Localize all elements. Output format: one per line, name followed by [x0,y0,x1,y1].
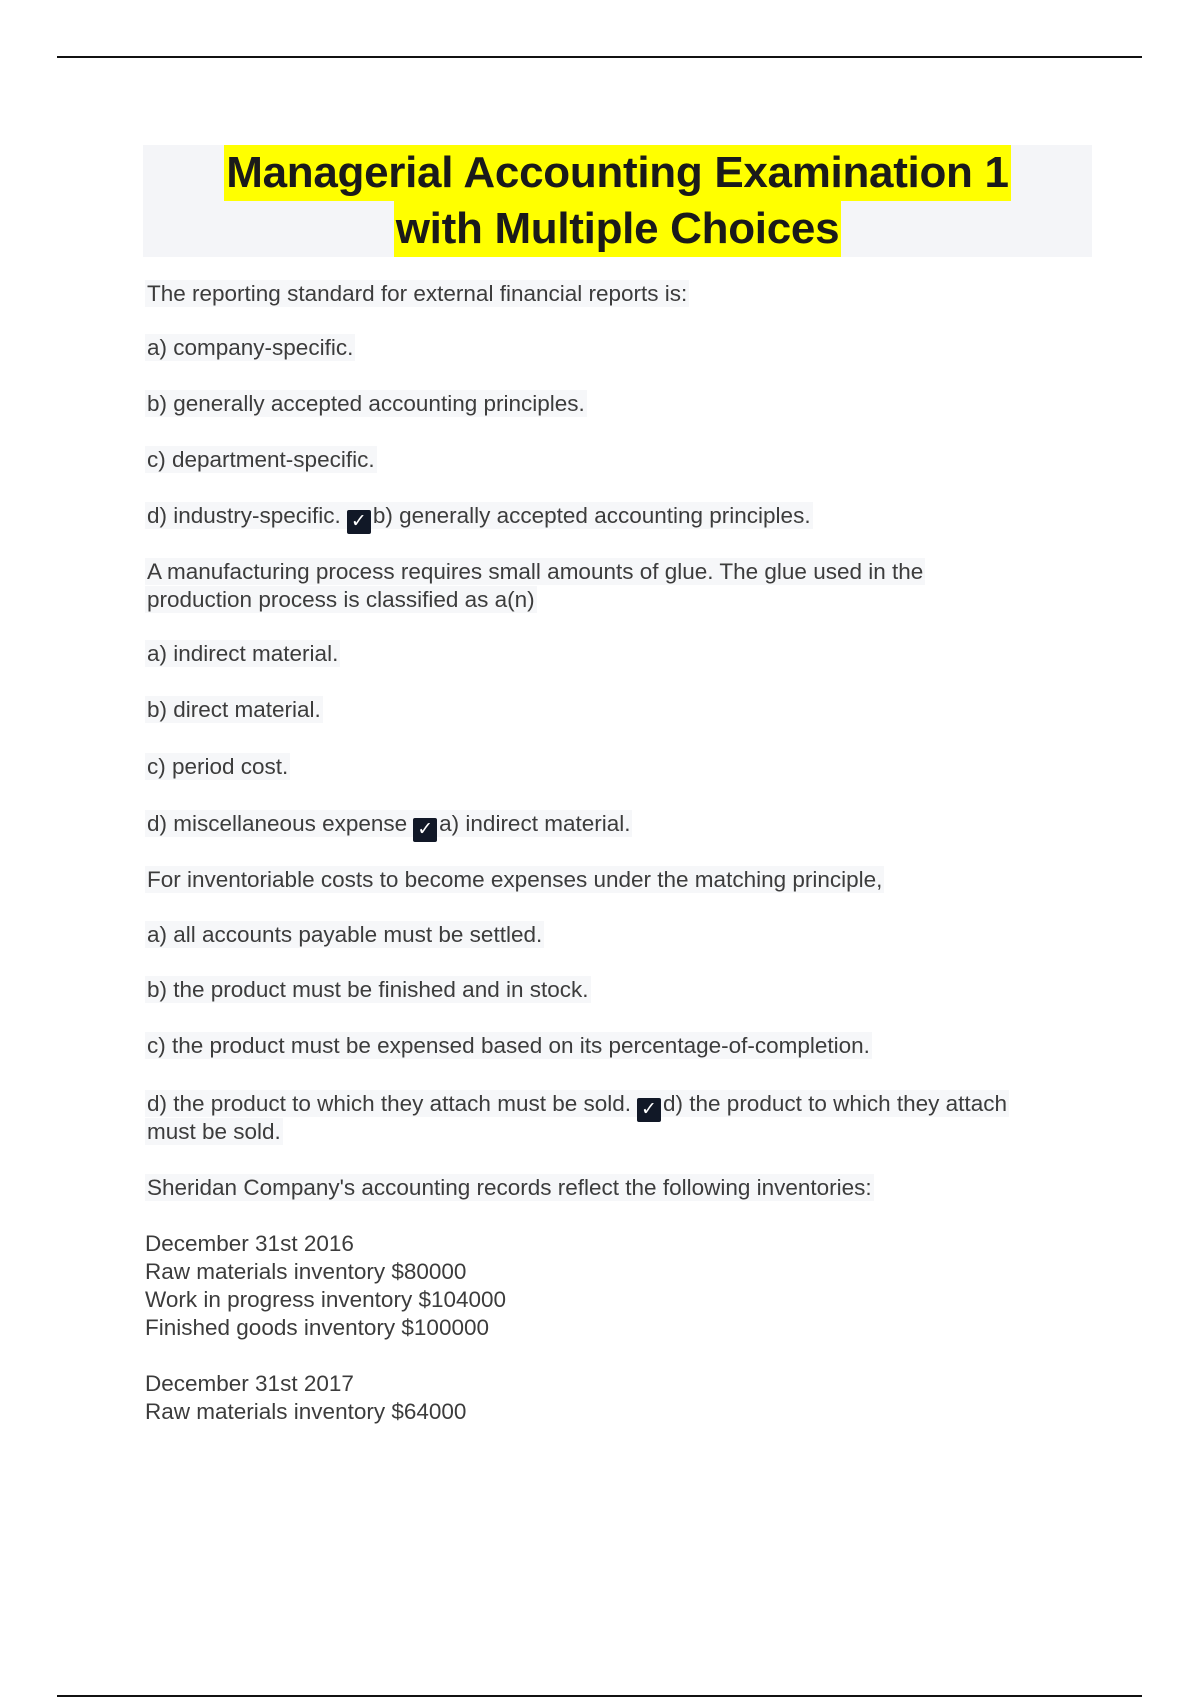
question-1-option-d: d) industry-specific. ✓ b) generally accepted accounting principles. [147,503,811,532]
question-4-stem: Sheridan Company's accounting records reflect the following inventories: [147,1175,872,1200]
title-line-1: Managerial Accounting Examination 1 [224,145,1010,201]
checkmark-icon: ✓ [637,1098,661,1122]
question-3-option-a: a) all accounts payable must be settled. [147,922,543,947]
question-2-option-a: a) indirect material. [147,641,339,666]
question-1-option-b: b) generally accepted accounting principles. [147,391,585,416]
question-2-option-c: c) period cost. [147,754,289,779]
question-3-stem: For inventoriable costs to become expenses under the matching principle, [147,867,883,892]
checkmark-icon: ✓ [347,510,371,534]
question-1-answer: b) generally accepted accounting principles. [372,503,811,528]
question-2-stem-line-2: production process is classified as a(n) [147,587,535,612]
question-3-option-d: d) the product to which they attach must be sold. ✓ d) the product to which they attach [147,1091,1007,1120]
question-1-option-c: c) department-specific. [147,447,375,472]
inventory-2016-heading: December 31st 2016 [145,1231,354,1256]
question-2-stem-line-1: A manufacturing process requires small amounts of glue. The glue used in the [147,559,924,584]
question-2-answer: a) indirect material. [439,811,631,836]
question-2-option-d: d) miscellaneous expense ✓ a) indirect material. [147,811,631,840]
title-line-2: with Multiple Choices [394,201,842,257]
inventory-2016-finished-goods: Finished goods inventory $100000 [145,1315,489,1340]
question-1-option-a: a) company-specific. [147,335,354,360]
question-2-option-b: b) direct material. [147,697,321,722]
inventory-2016-work-in-progress: Work in progress inventory $104000 [145,1287,507,1312]
inventory-2017-raw-materials: Raw materials inventory $64000 [145,1399,467,1424]
question-3-answer-line-2: must be sold. [147,1119,281,1144]
question-3-option-c: c) the product must be expensed based on its percentage-of-completion. [147,1033,870,1058]
inventory-2016-raw-materials: Raw materials inventory $80000 [145,1259,467,1284]
top-rule [57,56,1142,58]
question-1-stem: The reporting standard for external financial reports is: [147,281,688,306]
document-title [143,145,1092,257]
question-3-answer-line-1: d) the product to which they attach [663,1091,1007,1116]
bottom-rule [57,1695,1142,1697]
inventory-2017-heading: December 31st 2017 [145,1371,354,1396]
checkmark-icon: ✓ [413,818,437,842]
question-3-option-b: b) the product must be finished and in stock. [147,977,589,1002]
